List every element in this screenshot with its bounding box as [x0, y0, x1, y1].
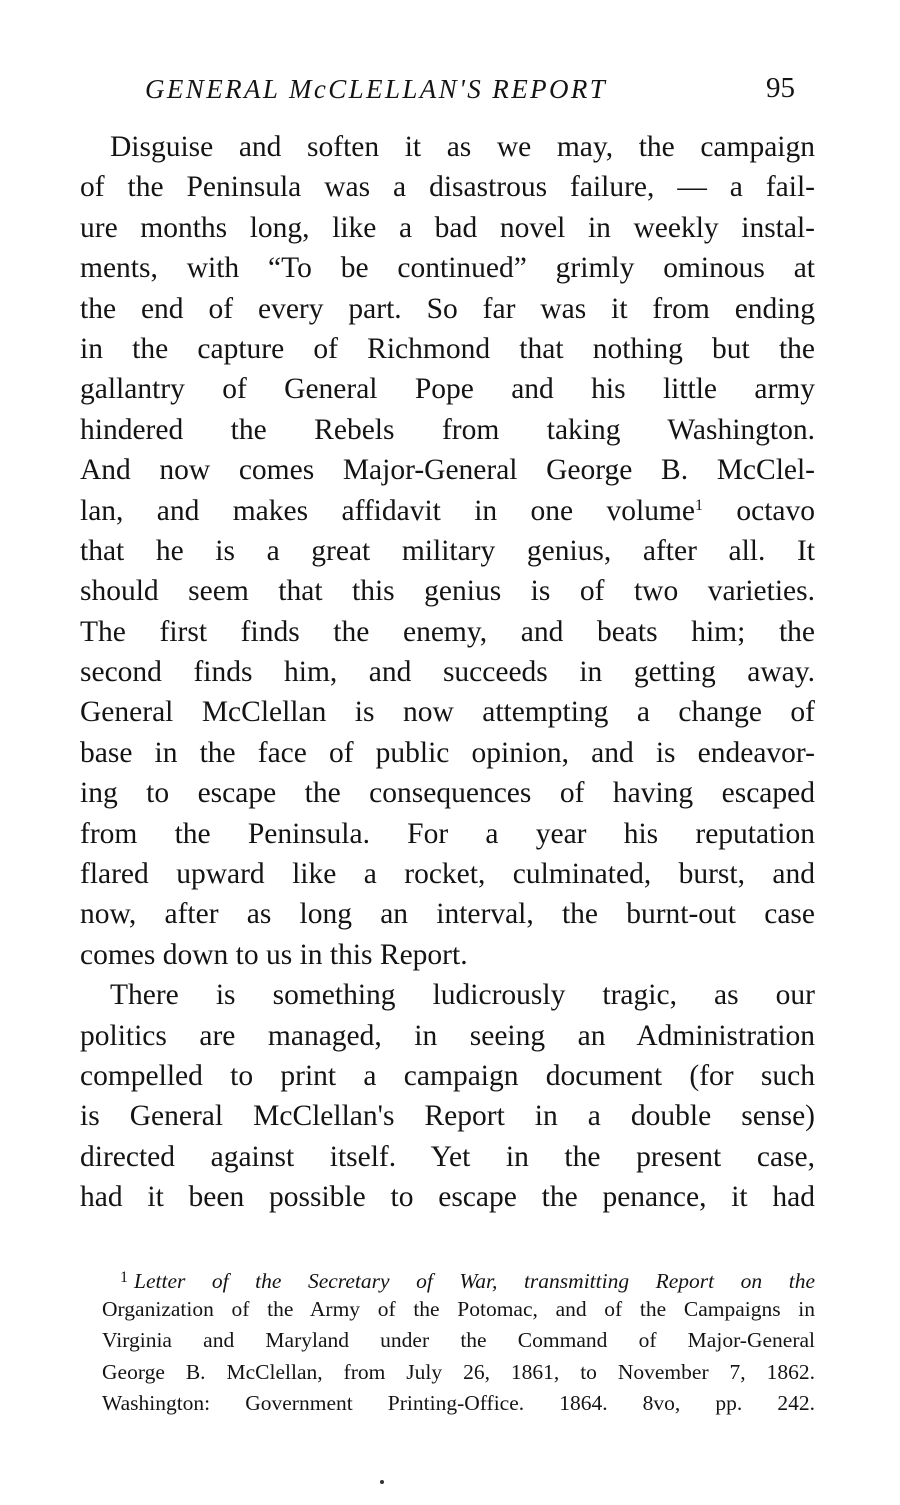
text-line: the end of every part. So far was it from ending	[80, 292, 815, 325]
text-line: compelled to print a campaign document (for such	[80, 1059, 815, 1092]
footnote-reference: 1	[694, 496, 703, 514]
text-line: hindered the Rebels from taking Washington.	[80, 413, 815, 446]
text-line: comes down to us in this Report.	[80, 938, 468, 971]
text-line: second finds him, and succeeds in getting away.	[80, 656, 815, 689]
text-line: should seem that this genius is of two varieties.	[80, 575, 815, 608]
text-line: of the Peninsula was a disastrous failure, — a fail-	[80, 171, 815, 204]
footnote-line: George B. McClellan, from July 26, 1861, to November 7, 1862.	[102, 1359, 815, 1384]
text-line: is General McClellan's Report in a double sense)	[80, 1100, 815, 1133]
text-line: And now comes Major-General George B. McClel-	[80, 454, 815, 487]
text-line: base in the face of public opinion, and is endeavor-	[80, 736, 815, 769]
text-line: politics are managed, in seeing an Administration	[80, 1019, 815, 1052]
text-line: There is something ludicrously tragic, as our	[110, 979, 815, 1012]
text-line: that he is a great military genius, after all. It	[80, 534, 815, 567]
footnote	[102, 1262, 815, 1420]
text-line: gallantry of General Pope and his little army	[80, 373, 815, 406]
text-line: ments, with “To be continued” grimly ominous at	[80, 252, 815, 285]
text-line: Disguise and soften it as we may, the campaign	[110, 131, 815, 163]
text-line: ure months long, like a bad novel in weekly instal-	[80, 211, 815, 244]
text-line: now, after as long an interval, the burnt-out case	[80, 898, 815, 931]
text-fragment: lan, and makes affidavit in one volume	[80, 494, 695, 527]
footnote-text: Letter of the Secretary of War, transmitting Report on the	[134, 1269, 815, 1293]
text-line: directed against itself. Yet in the present case,	[80, 1140, 815, 1173]
footnote-line	[102, 1262, 815, 1294]
book-page	[80, 0, 815, 1505]
footnote-line: Organization of the Army of the Potomac, and of the Campaigns in	[102, 1296, 815, 1321]
text-line: from the Peninsula. For a year his reputation	[80, 817, 815, 850]
page-number: 95	[766, 72, 795, 104]
text-fragment: octavo	[702, 494, 815, 527]
body-text	[80, 127, 815, 1218]
text-line: in the capture of Richmond that nothing but the	[80, 332, 815, 365]
text-line: General McClellan is now attempting a change of	[80, 696, 815, 729]
text-line: flared upward like a rocket, culminated, burst, and	[80, 858, 815, 891]
text-line: had it been possible to escape the penance, it had	[80, 1181, 815, 1214]
running-title: GENERAL McCLELLAN'S REPORT	[145, 74, 608, 104]
text-line: ing to escape the consequences of having escaped	[80, 777, 815, 810]
text-line: The first finds the enemy, and beats him; the	[80, 615, 815, 648]
footnote-line: Virginia and Maryland under the Command of Major-General	[102, 1328, 815, 1352]
print-speck	[380, 1480, 384, 1484]
footnote-marker: 1	[120, 1269, 128, 1286]
footnote-imprint: Washington: Government Printing-Office. 1864. 8vo, pp. 242.	[102, 1391, 815, 1415]
running-head	[80, 74, 815, 114]
text-line-with-footnote-ref	[80, 491, 815, 531]
